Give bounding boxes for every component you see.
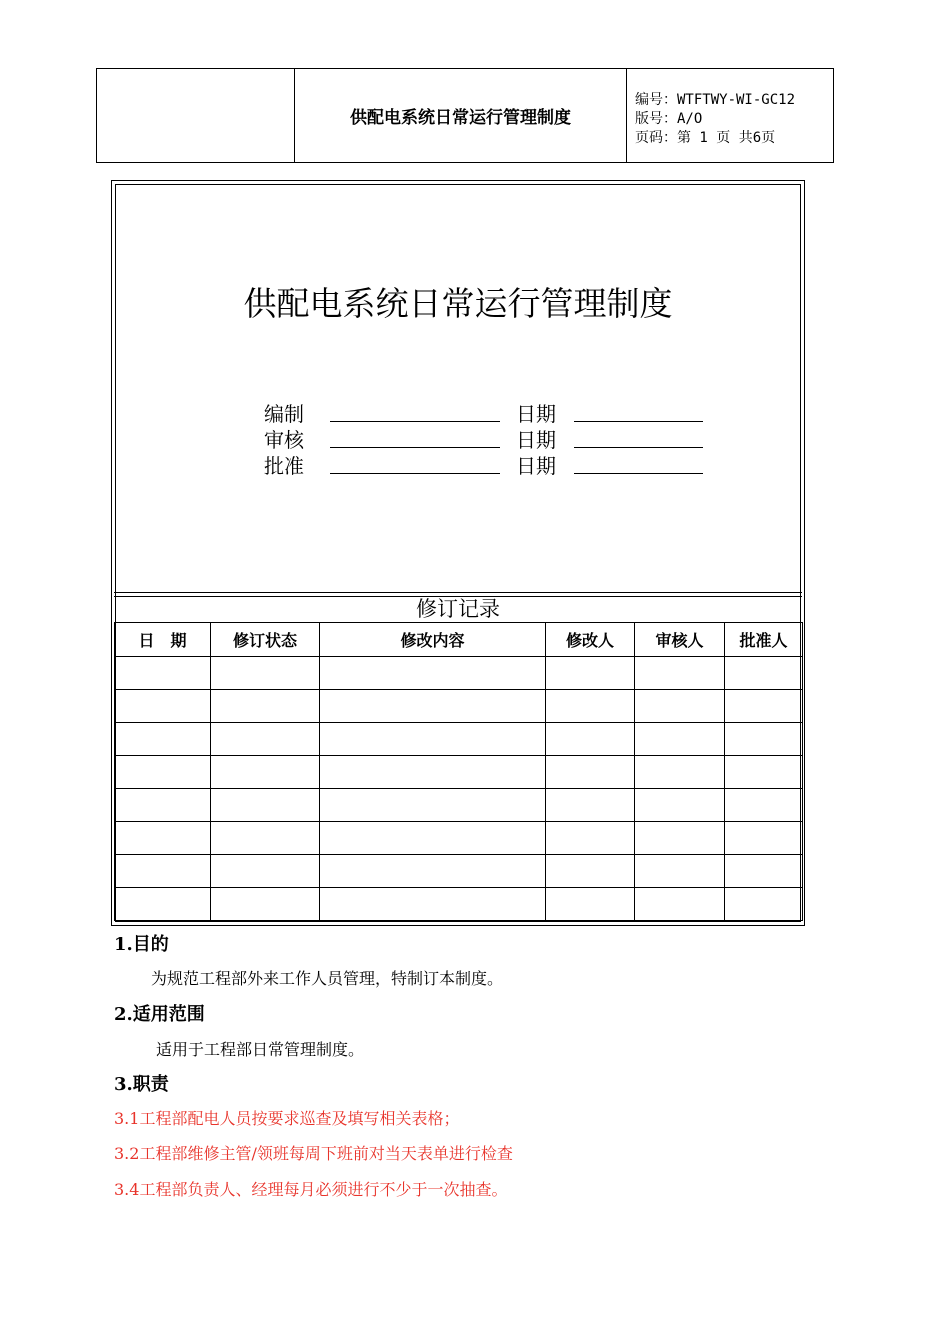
header-version: 版号：A/O <box>635 111 703 127</box>
duty-item-3-2: 3.2工程部维修主管/领班每周下班前对当天表单进行检查 <box>114 1144 513 1163</box>
signoff-compile-line[interactable] <box>330 421 500 422</box>
revision-cell[interactable] <box>546 789 635 822</box>
revision-cell[interactable] <box>725 657 803 690</box>
header-page: 页码：第 1 页 共6页 <box>635 130 776 146</box>
col-approver: 批准人 <box>725 623 803 657</box>
revision-cell[interactable] <box>115 822 211 855</box>
revision-cell[interactable] <box>211 723 320 756</box>
revision-cell[interactable] <box>546 756 635 789</box>
revision-cell[interactable] <box>320 789 546 822</box>
col-reviewer: 审核人 <box>635 623 725 657</box>
col-change-content: 修改内容 <box>320 623 546 657</box>
revision-cell[interactable] <box>725 888 803 921</box>
revision-cell[interactable] <box>115 888 211 921</box>
revision-cell[interactable] <box>115 789 211 822</box>
header-logo-cell <box>97 69 295 162</box>
revision-cell[interactable] <box>211 822 320 855</box>
revision-cell[interactable] <box>635 690 725 723</box>
revision-cell[interactable] <box>635 822 725 855</box>
revision-cell[interactable] <box>211 855 320 888</box>
duty-item-3-1: 3.1工程部配电人员按要求巡查及填写相关表格； <box>114 1109 460 1128</box>
revision-row <box>115 723 803 756</box>
signoff-label-compile: 编制 <box>264 402 304 426</box>
revision-row <box>115 789 803 822</box>
header-title: 供配电系统日常运行管理制度 <box>295 69 627 162</box>
revision-cell[interactable] <box>211 756 320 789</box>
revision-cell[interactable] <box>320 822 546 855</box>
revision-cell[interactable] <box>211 657 320 690</box>
revision-divider-top <box>114 592 802 593</box>
cover-title: 供配电系统日常运行管理制度 <box>243 284 673 323</box>
revision-row <box>115 690 803 723</box>
revision-cell[interactable] <box>115 855 211 888</box>
section-scope-heading: 2.适用范围 <box>114 1004 205 1025</box>
revision-cell[interactable] <box>115 723 211 756</box>
revision-cell[interactable] <box>725 690 803 723</box>
revision-cell[interactable] <box>320 756 546 789</box>
signoff-compile-date-line[interactable] <box>574 421 703 422</box>
revision-cell[interactable] <box>725 723 803 756</box>
revision-cell[interactable] <box>115 690 211 723</box>
revision-row <box>115 855 803 888</box>
revision-cell[interactable] <box>211 888 320 921</box>
signoff-date-label-approve: 日期 <box>516 454 556 478</box>
revision-cell[interactable] <box>635 657 725 690</box>
revision-cell[interactable] <box>320 855 546 888</box>
revision-cell[interactable] <box>546 855 635 888</box>
revision-cell[interactable] <box>320 657 546 690</box>
signoff-label-approve: 批准 <box>264 454 304 478</box>
revision-cell[interactable] <box>211 690 320 723</box>
revision-cell[interactable] <box>546 690 635 723</box>
revision-cell[interactable] <box>635 756 725 789</box>
revision-cell[interactable] <box>546 723 635 756</box>
col-date: 日 期 <box>115 623 211 657</box>
revision-cell[interactable] <box>546 888 635 921</box>
signoff-review-date-line[interactable] <box>574 447 703 448</box>
revision-row <box>115 657 803 690</box>
col-modifier: 修改人 <box>546 623 635 657</box>
revision-cell[interactable] <box>320 690 546 723</box>
revision-row <box>115 822 803 855</box>
revision-cell[interactable] <box>546 822 635 855</box>
revision-cell[interactable] <box>725 855 803 888</box>
revision-cell[interactable] <box>546 657 635 690</box>
revision-row <box>115 888 803 921</box>
revision-cell[interactable] <box>211 789 320 822</box>
signoff-review-line[interactable] <box>330 447 500 448</box>
revision-cell[interactable] <box>635 789 725 822</box>
duty-item-3-4: 3.4工程部负责人、经理每月必须进行不少于一次抽查。 <box>114 1180 508 1199</box>
header-meta <box>635 91 795 148</box>
document-header <box>96 68 834 163</box>
revision-title: 修订记录 <box>416 597 500 621</box>
signoff-approve-line[interactable] <box>330 473 500 474</box>
signoff-date-label-compile: 日期 <box>516 402 556 426</box>
section-purpose-text: 为规范工程部外来工作人员管理，特制订本制度。 <box>151 969 504 988</box>
revision-cell[interactable] <box>635 855 725 888</box>
revision-table-body <box>115 657 803 921</box>
section-duties-heading: 3.职责 <box>114 1074 169 1095</box>
revision-table <box>114 622 803 921</box>
signoff-date-label-review: 日期 <box>516 428 556 452</box>
revision-row <box>115 756 803 789</box>
revision-header-row <box>115 623 803 657</box>
revision-cell[interactable] <box>320 723 546 756</box>
revision-cell[interactable] <box>635 723 725 756</box>
section-purpose-heading: 1.目的 <box>114 934 169 955</box>
header-code: 编号：WTFTWY-WI-GC12 <box>635 92 796 108</box>
col-revision-status: 修订状态 <box>211 623 320 657</box>
revision-cell[interactable] <box>635 888 725 921</box>
revision-cell[interactable] <box>115 756 211 789</box>
revision-cell[interactable] <box>725 756 803 789</box>
signoff-approve-date-line[interactable] <box>574 473 703 474</box>
revision-cell[interactable] <box>115 657 211 690</box>
signoff-label-review: 审核 <box>264 428 304 452</box>
revision-cell[interactable] <box>320 888 546 921</box>
revision-cell[interactable] <box>725 789 803 822</box>
revision-cell[interactable] <box>725 822 803 855</box>
section-scope-text: 适用于工程部日常管理制度。 <box>156 1040 365 1059</box>
